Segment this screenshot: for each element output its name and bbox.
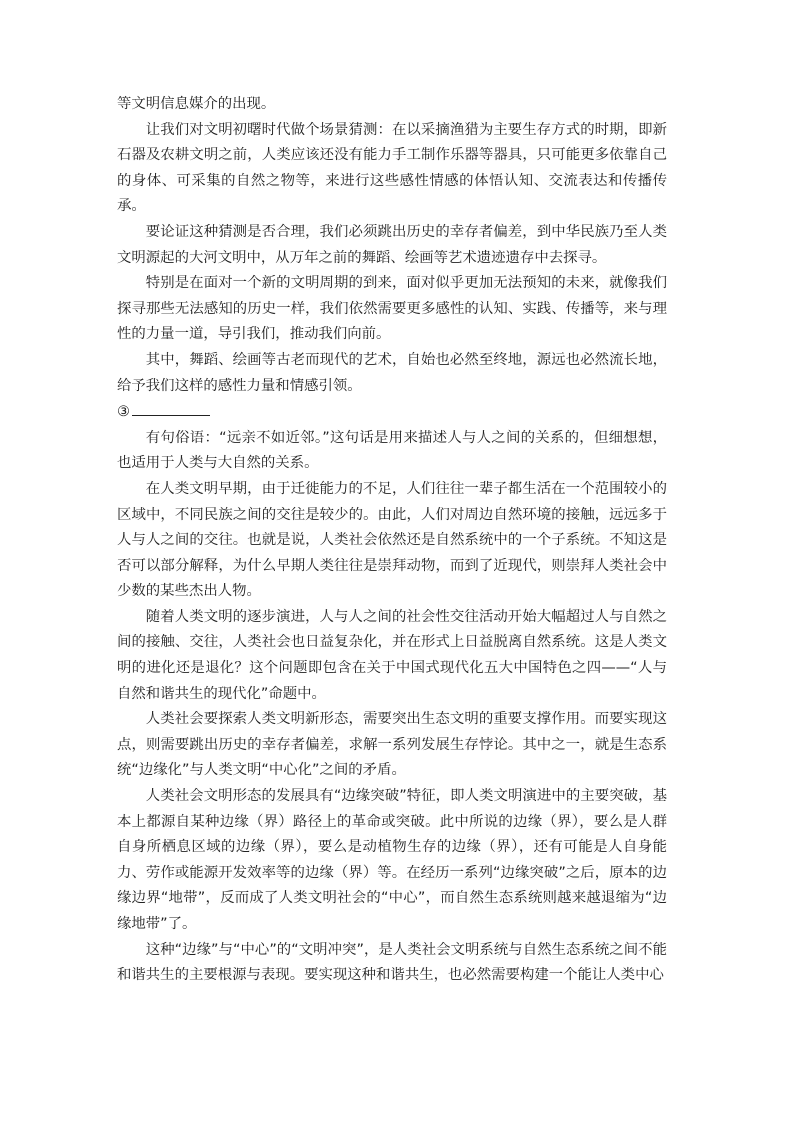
paragraph: 等文明信息媒介的出现。 bbox=[117, 96, 276, 112]
paragraph: 要论证这种猜测是否合理，我们必须跳出历史的幸存者偏差，到中华民族乃至人类文明源起的大河文明中，从万年之前的舞蹈、绘画等艺术遗迹遗存中去探寻。 bbox=[117, 223, 667, 266]
paragraph: 人类社会要探索人类文明新形态，需要突出生态文明的重要支撑作用。而要实现这点，则需要跳出历史的幸存者偏差，求解一系列发展生存悖论。其中之一，就是生态系统“边缘化”与人类文明“中心化”之间的矛盾。 bbox=[117, 711, 667, 779]
paragraph: 人类社会文明形态的发展具有“边缘突破”特征，即人类文明演进中的主要突破，基本上都源自某种边缘（界）路径上的革命或突破。此中所说的边缘（界），要么是人群自身所栖息区域的边缘（界），要么是动植物生存的边缘（界），还有可能是人自身能力、劳作或能源开发效率等的边缘（界）等。在经历一系列“边缘突破”之后，原本的边缘边界“地带”，反而成了人类文明社会的“中心”，而自然生态系统则越来越退缩为“边缘地带”了。 bbox=[117, 788, 667, 932]
paragraph: 随着人类文明的逐步演进，人与人之间的社会性交往活动开始大幅超过人与自然之间的接触、交往，人类社会也日益复杂化，并在形式上日益脱离自然系统。这是人类文明的进化还是退化？这个问题即包含在关于中国式现代化五大中国特色之四——“人与自然和谐共生的现代化”命题中。 bbox=[117, 608, 667, 702]
document-page bbox=[117, 92, 667, 989]
fill-in-blank-line bbox=[132, 399, 210, 416]
paragraph: 让我们对文明初曙时代做个场景猜测：在以采摘渔猎为主要生存方式的时期，即新石器及农耕文明之前，人类应该还没有能力手工制作乐器等器具，只可能更多依靠自己的身体、可采集的自然之物等，来进行这些感性情感的体悟认知、交流表达和传播传承。 bbox=[117, 121, 667, 215]
paragraphs-after bbox=[117, 426, 667, 989]
section-marker bbox=[117, 399, 667, 426]
section-number: ③ bbox=[117, 404, 130, 421]
paragraph: 其中，舞蹈、绘画等古老而现代的艺术，自始也必然至终地，源远也必然流长地，给予我们这样的感性力量和情感引领。 bbox=[117, 351, 667, 394]
paragraph: 这种“边缘”与“中心”的“文明冲突”，是人类社会文明系统与自然生态系统之间不能和谐共生的主要根源与表现。要实现这种和谐共生，也必然需要构建一个能让人类中心 bbox=[117, 941, 667, 984]
paragraphs-before bbox=[117, 92, 667, 399]
paragraph: 特别是在面对一个新的文明周期的到来，面对似乎更加无法预知的未来，就像我们探寻那些无法感知的历史一样，我们依然需要更多感性的认知、实践、传播等，来与理性的力量一道，导引我们，推动我们向前。 bbox=[117, 275, 667, 343]
paragraph: 在人类文明早期，由于迁徙能力的不足，人们往往一辈子都生活在一个范围较小的区域中，不同民族之间的交往是较少的。由此，人们对周边自然环境的接触，远远多于人与人之间的交往。也就是说，人类社会依然还是自然系统中的一个子系统。不知这是否可以部分解释，为什么早期人类往往是崇拜动物，而到了近现代，则崇拜人类社会中少数的某些杰出人物。 bbox=[117, 480, 667, 600]
paragraph: 有句俗语：“远亲不如近邻。”这句话是用来描述人与人之间的关系的，但细想想，也适用于人类与大自然的关系。 bbox=[117, 429, 667, 472]
